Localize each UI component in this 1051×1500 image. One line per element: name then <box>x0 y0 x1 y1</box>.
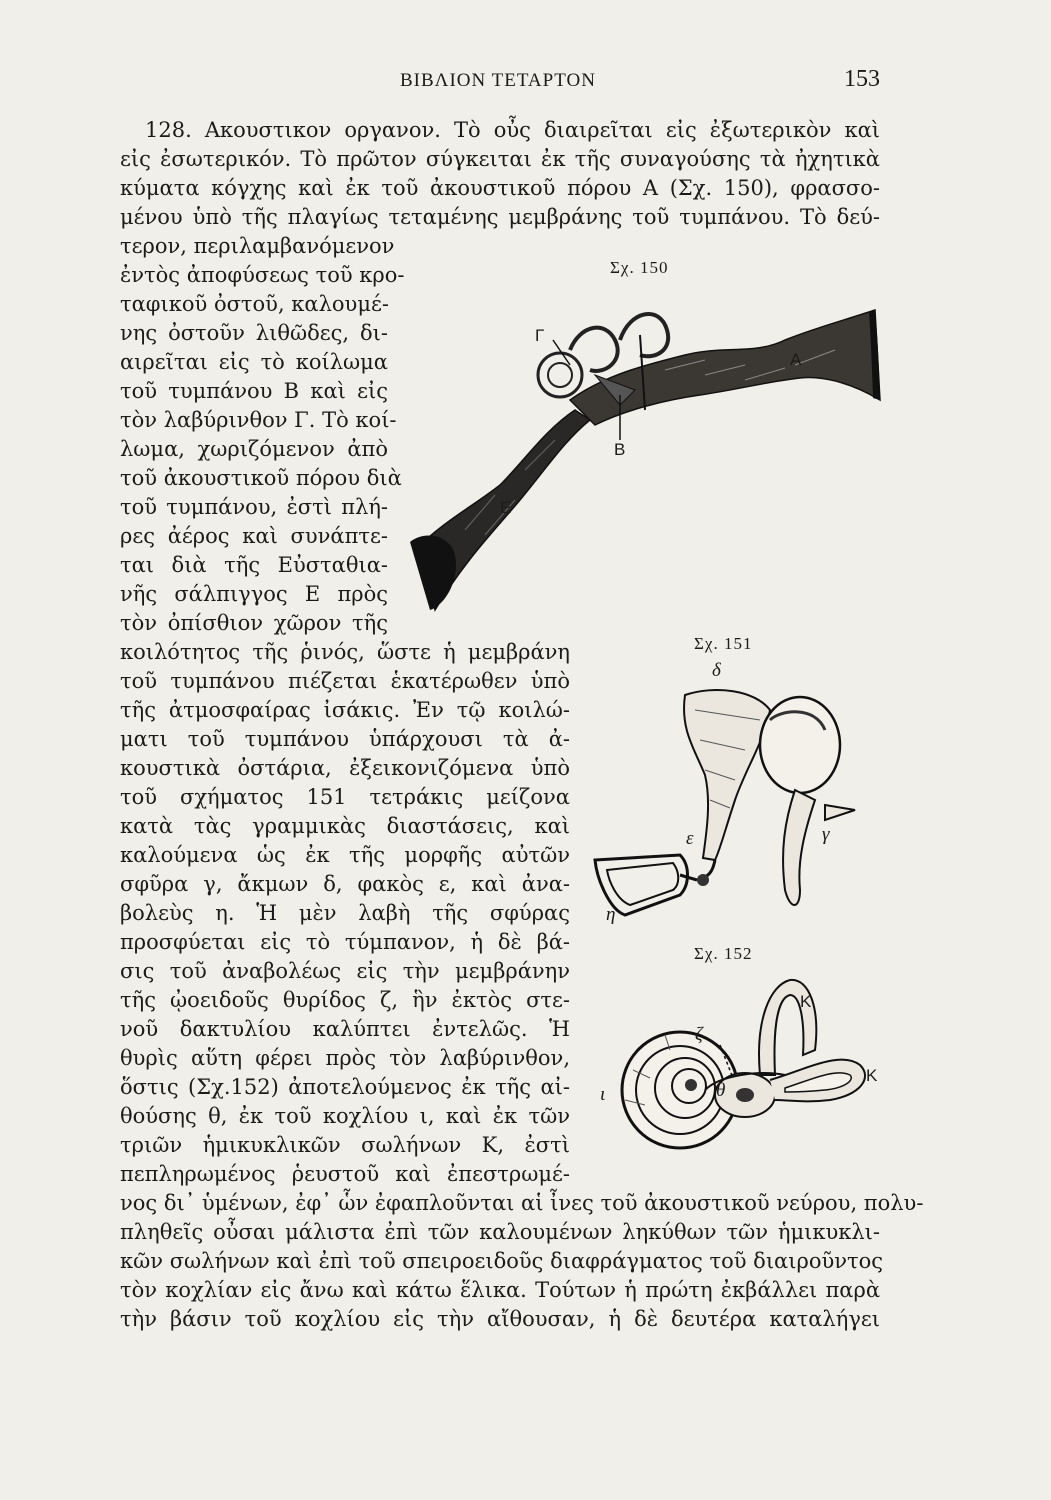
figure-label: Κ <box>800 992 812 1011</box>
running-head <box>120 66 880 100</box>
text-line: μένου ὑπὸ τῆς πλαγίως τεταμένης μεμβράνης τοῦ τυμπάνου. Τὸ δεύ- <box>120 205 880 229</box>
figure-label: Ε <box>500 498 512 517</box>
figure-label: ι <box>600 1084 606 1105</box>
text-line: πληθεῖς οὖσαι μάλιστα ἐπὶ τῶν καλουμένων ληκύθων τῶν ἡμικυκλι- <box>120 1220 880 1244</box>
text-line: τῆς ἀτμοσφαίρας ἰσάκις. Ἐν τῷ κοιλώ- <box>120 698 570 722</box>
figure-label: η <box>606 904 616 925</box>
text-line: τριῶν ἡμικυκλικῶν σωλήνων Κ, ἐστὶ <box>120 1133 570 1157</box>
ear-section-illustration <box>405 280 890 615</box>
figure-label: ε <box>686 828 694 849</box>
page-number: 153 <box>844 66 880 92</box>
text-line: πεπληρωμένος ῥευστοῦ καὶ ἐπεστρωμέ- <box>120 1162 570 1186</box>
text-line: κατὰ τὰς γραμμικὰς διαστάσεις, καὶ <box>120 814 570 838</box>
text-line: κοιλότητος τῆς ῥινός, ὥστε ἡ μεμβράνη <box>120 640 570 664</box>
text-line: τερον, περιλαμβανόμενον <box>120 234 395 258</box>
text-line: νος δι᾽ ὑμένων, ἐφ᾽ ὧν ἐφαπλοῦνται αἱ ἶνες τοῦ ἀκουστικοῦ νεύρου, πολυ- <box>120 1191 924 1215</box>
text-line: θούσης θ, ἐκ τοῦ κοχλίου ι, καὶ ἐκ τῶν <box>120 1104 570 1128</box>
text-line: καλούμενα ὡς ἐκ τῆς μορφῆς αὐτῶν <box>120 843 570 867</box>
figure-label: ζ <box>695 1024 703 1045</box>
text-line: ται διὰ τῆς Εὐσταθια- <box>120 553 388 577</box>
text-line: τὸν κοχλίαν εἰς ἄνω καὶ κάτω ἕλικα. Τούτων ἡ πρώτη ἐκβάλλει παρὰ <box>120 1278 880 1302</box>
text-line: προσφύεται εἰς τὸ τύμπανον, ἡ δὲ βά- <box>120 930 570 954</box>
text-line: τοῦ ἀκουστικοῦ πόρου διὰ <box>120 466 402 490</box>
text-line: ὅστις (Σχ.152) ἀποτελούμενος ἐκ τῆς αἰ- <box>120 1075 570 1099</box>
ossicles-illustration <box>585 680 870 930</box>
text-line: κύματα κόγχης καὶ ἐκ τοῦ ἀκουστικοῦ πόρου Α (Σχ. 150), φρασσο- <box>120 176 880 200</box>
figure-label: θ <box>716 1080 726 1101</box>
text-line: τὸν λαβύρινθον Γ. Τὸ κοί- <box>120 408 397 432</box>
figure-label: γ <box>822 824 830 845</box>
text-line: αιρεῖται εἰς τὸ κοίλωμα <box>120 350 388 374</box>
figure-label: Κ <box>866 1066 878 1085</box>
text-line: τῆς ᾠοειδοῦς θυρίδος ζ, ἣν ἐκτὸς στε- <box>120 988 570 1012</box>
text-line: 128. Ακουστικον οργανον. Τὸ οὖς διαιρεῖται εἰς ἐξωτερικὸν καὶ <box>145 118 880 142</box>
running-title: ΒΙΒΛΙΟΝ ΤΕΤΑΡΤΟΝ <box>400 70 596 91</box>
text-line: ἐντὸς ἀποφύσεως τοῦ κρο- <box>120 263 405 287</box>
text-line: τὸν ὀπίσθιον χῶρον τῆς <box>120 611 388 635</box>
text-line: λωμα, χωριζόμενον ἀπὸ <box>120 437 388 461</box>
text-line: τοῦ τυμπάνου, ἐστὶ πλή- <box>120 495 388 519</box>
figure-label: Α <box>790 350 802 369</box>
text-line: κῶν σωλήνων καὶ ἐπὶ τοῦ σπειροειδοῦς διαφράγματος τοῦ διαιροῦντος <box>120 1249 884 1273</box>
text-line: τοῦ τυμπάνου πιέζεται ἑκατέρωθεν ὑπὸ <box>120 669 570 693</box>
labyrinth-illustration <box>605 970 878 1150</box>
text-line: ρες ἀέρος καὶ συνάπτε- <box>120 524 388 548</box>
figure-label: Β <box>614 440 626 459</box>
text-line: νης ὀστοῦν λιθῶδες, δι- <box>120 321 388 345</box>
figure-caption: Σχ. 150 <box>610 258 669 277</box>
text-line: θυρὶς αὕτη φέρει πρὸς τὸν λαβύρινθον, <box>120 1046 570 1070</box>
text-line: ματι τοῦ τυμπάνου ὑπάρχουσι τὰ ἀ- <box>120 727 570 751</box>
text-line: νῆς σάλπιγγος Ε πρὸς <box>120 582 388 606</box>
text-line: ταφικοῦ ὀστοῦ, καλουμέ- <box>120 292 389 316</box>
text-line: τοῦ σχήματος 151 τετράκις μείζονα <box>120 785 570 809</box>
text-line: νοῦ δακτυλίου καλύπτει ἐντελῶς. Ἡ <box>120 1017 570 1041</box>
figure-caption: Σχ. 151 <box>694 634 753 653</box>
text-line: σις τοῦ ἀναβολέως εἰς τὴν μεμβράνην <box>120 959 570 983</box>
text-line: τὴν βάσιν τοῦ κοχλίου εἰς τὴν αἴθουσαν, ἡ δὲ δευτέρα καταλήγει <box>120 1307 880 1331</box>
figure-caption: Σχ. 152 <box>694 944 753 963</box>
text-line: βολεὺς η. Ἡ μὲν λαβὴ τῆς σφύρας <box>120 901 570 925</box>
text-line: κουστικὰ ὀστάρια, ἐξεικονιζόμενα ὑπὸ <box>120 756 570 780</box>
figure-label: Γ <box>535 326 545 345</box>
text-line: εἰς ἐσωτερικόν. Τὸ πρῶτον σύγκειται ἐκ τῆς συναγούσης τὰ ἠχητικὰ <box>120 147 880 171</box>
text-line: σφῦρα γ, ἄκμων δ, φακὸς ε, καὶ ἀνα- <box>120 872 570 896</box>
text-line: τοῦ τυμπάνου Β καὶ εἰς <box>120 379 388 403</box>
figure-label: δ <box>712 660 721 681</box>
